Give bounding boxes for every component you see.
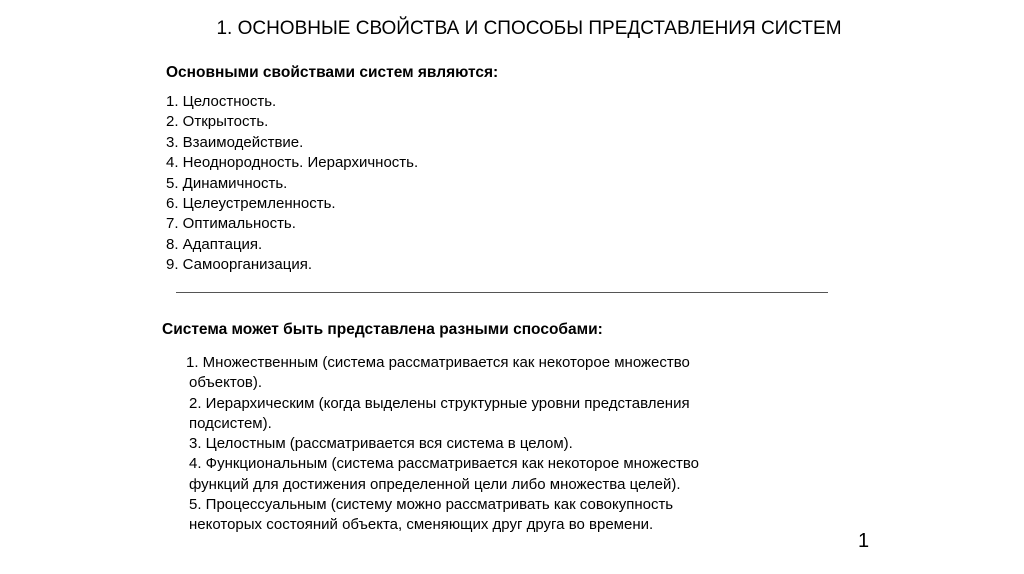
slide-title: 1. ОСНОВНЫЕ СВОЙСТВА И СПОСОБЫ ПРЕДСТАВЛЕНИЯ СИСТЕМ: [216, 18, 842, 39]
list-item: 4. Неоднородность. Иерархичность.: [166, 154, 419, 172]
list-item: [176, 394, 816, 435]
methods-list: [176, 353, 816, 536]
list-item: 7. Оптимальность.: [166, 215, 296, 233]
method-line: некоторых состояний объекта, сменяющих друг друга во времени.: [189, 516, 654, 534]
list-item: 3. Взаимодействие.: [166, 133, 304, 151]
methods-heading: Система может быть представлена разными способами:: [162, 321, 603, 338]
list-item: [176, 353, 816, 394]
properties-heading: Основными свойствами систем являются:: [166, 64, 499, 81]
method-line: 2. Иерархическим (когда выделены структурные уровни представления: [189, 394, 690, 412]
list-item: 8. Адаптация.: [166, 235, 263, 253]
list-item: [176, 495, 816, 536]
method-line: 4. Функциональным (система рассматривается как некоторое множество: [189, 455, 700, 473]
method-line: подсистем).: [189, 414, 272, 432]
properties-list: [166, 92, 418, 276]
list-item: 6. Целеустремленность.: [166, 195, 336, 213]
page-number: 1: [858, 530, 870, 552]
method-line: 1. Множественным (система рассматривается как некоторое множество: [186, 354, 690, 371]
list-item: 9. Самоорганизация.: [166, 256, 312, 274]
method-line: объектов).: [189, 374, 263, 392]
list-item: 2. Открытость.: [166, 113, 269, 131]
divider: [176, 292, 828, 293]
list-item: 1. Целостность.: [166, 93, 277, 110]
list-item: [176, 434, 816, 454]
list-item: 5. Динамичность.: [166, 174, 288, 192]
method-line: 3. Целостным (рассматривается вся система в целом).: [189, 435, 573, 453]
method-line: 5. Процессуальным (систему можно рассматривать как совокупность: [189, 496, 674, 514]
list-item: [176, 454, 816, 495]
method-line: функций для достижения определенной цели либо множества целей).: [189, 475, 681, 493]
